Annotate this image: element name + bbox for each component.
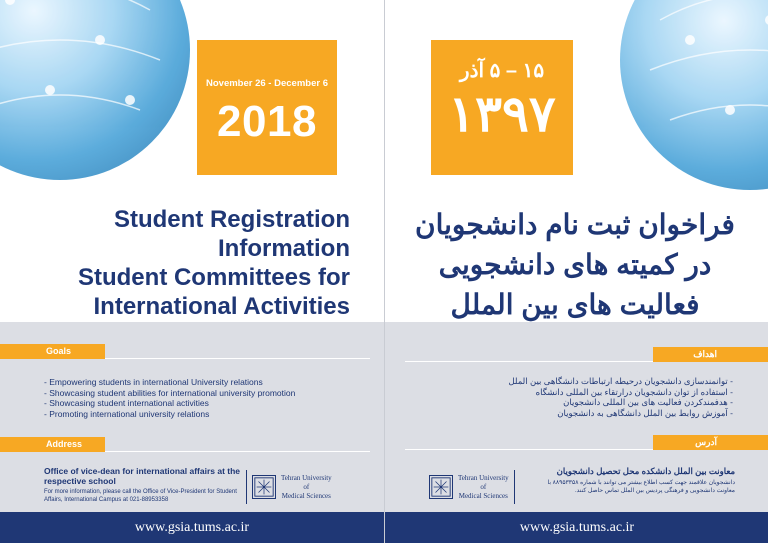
event-year: ۱۳۹۷ [448, 86, 556, 142]
goal-item: - Empowering students in international University relations [44, 377, 364, 388]
goal-item: - Showcasing student international activities [44, 398, 364, 409]
divider [105, 451, 370, 452]
event-dates: ۱۵ – ۵ آذر [459, 60, 545, 82]
university-logo [429, 470, 515, 504]
logo-divider [514, 470, 515, 504]
divider [105, 358, 370, 359]
title-line: فراخوان ثبت نام دانشجویان [415, 209, 735, 240]
title-line: Student Committees for [77, 264, 350, 291]
address-heading: آدرس [653, 435, 768, 450]
date-box [431, 40, 573, 175]
globe-network-image [620, 0, 768, 190]
title-line: Student Registration [113, 206, 350, 233]
contact-note: For more information, please call the Office of Vice-President for Student Affairs, International Campus at 021-88953358 [44, 489, 237, 503]
poster-title [405, 205, 745, 325]
divider [405, 361, 653, 362]
university-name [458, 474, 509, 501]
office-name: معاونت بین الملل دانشکده محل تحصیل دانشجویان [556, 466, 735, 476]
university-name [281, 474, 332, 501]
title-line: در کمیته های دانشجویی [438, 249, 712, 280]
title-line: فعالیت های بین الملل [450, 289, 700, 320]
address-block [44, 466, 244, 504]
event-year: 2018 [217, 97, 317, 146]
goal-item: - Showcasing student abilities for international university promotion [44, 388, 364, 399]
logo-line: Tehran University [281, 473, 332, 482]
date-box [197, 40, 337, 175]
logo-line: of [480, 482, 487, 491]
university-logo [246, 470, 332, 504]
logo-divider [246, 470, 247, 504]
divider [405, 449, 653, 450]
contact-note: دانشجویان علاقمند جهت کسب اطلاع بیشتر می توانند با شماره ۸۸۹۵۳۳۵۸ با معاونت دانشجویی و فرهنگی پردیس بین الملل تماس حاصل کنند. [547, 480, 735, 494]
goal-item: - توانمندسازی دانشجویان درحیطه ارتباطات دانشگاهی بین الملل [495, 376, 733, 387]
goal-item: - Promoting international university relations [44, 409, 364, 420]
logo-line: Medical Sciences [458, 491, 508, 500]
goal-item: - هدفمندکردن فعالیت های بین المللی دانشجویان [495, 397, 733, 408]
goal-item: - استفاده از توان دانشجویان درارتقاء بین المللی دانشگاه [495, 387, 733, 398]
logo-line: of [303, 482, 310, 491]
event-dates: November 26 - December 6 [206, 78, 328, 89]
goals-heading: Goals [0, 344, 105, 359]
globe-network-image [0, 0, 190, 180]
goal-item: - آموزش روابط بین الملل دانشگاهی به دانشجویان [495, 408, 733, 419]
website-footer[interactable]: www.gsia.tums.ac.ir [0, 512, 384, 543]
university-emblem-icon [252, 475, 276, 499]
goals-list [44, 377, 364, 419]
office-name: Office of vice-dean for international affairs at the respective school [44, 466, 241, 486]
goals-heading: اهداف [653, 347, 768, 362]
goals-list [495, 376, 733, 418]
address-heading: Address [0, 437, 105, 452]
persian-page [384, 0, 768, 543]
title-line: International Activities [93, 293, 350, 320]
logo-line: Medical Sciences [281, 491, 331, 500]
logo-line: Tehran University [458, 473, 509, 482]
website-footer[interactable]: www.gsia.tums.ac.ir [385, 512, 768, 543]
university-emblem-icon [429, 475, 453, 499]
poster-title [30, 205, 350, 321]
address-block [545, 466, 735, 495]
title-line: Information [218, 235, 350, 262]
